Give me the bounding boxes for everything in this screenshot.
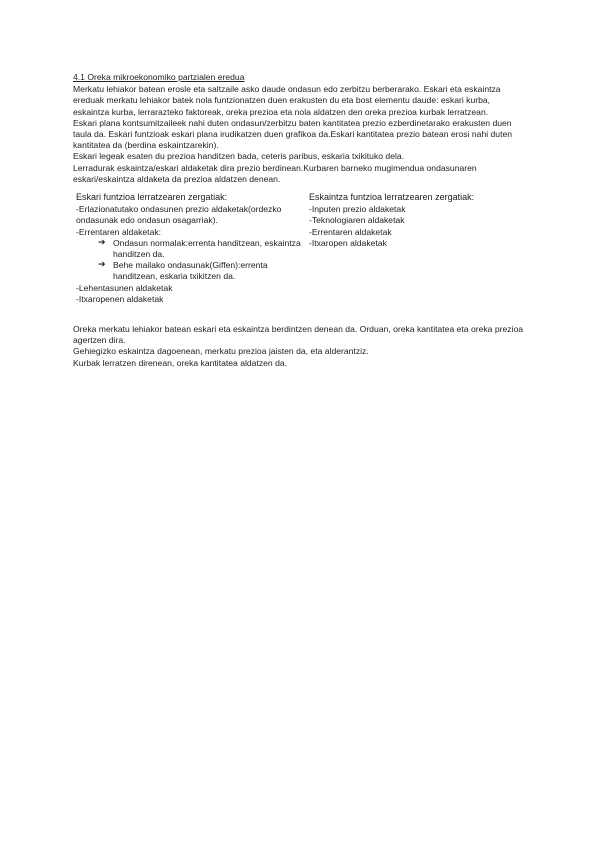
conclusion-block [73, 324, 525, 369]
arrow-right-icon: ➔ [98, 237, 106, 248]
supply-shift-column [309, 192, 525, 249]
list-item: -Teknologiaren aldaketak [309, 215, 405, 226]
demand-plan-paragraph: Eskari plana kontsumitzaileek nahi duten ondasun/zerbitzu baten kantitatea prezio ezberdinetarako erakusten duen taula da. Eskari funtzioak eskari plana irudikatzen duen grafikoa da.Eskari kantitatea prezio batean erosi nahi duten kantitatea da (berdina eskaintzarekin). [73, 117, 513, 151]
equilibrium-paragraph: Oreka merkatu lehiakor batean eskari eta eskaintza berdintzen denean da. Orduan, oreka kantitatea eta oreka prezioa agertzen dira. [73, 324, 524, 346]
list-item [76, 260, 304, 282]
demand-shift-title: Eskari funtzioa lerratzearen zergatiak: [76, 192, 228, 203]
intro-paragraph: Merkatu lehiakor batean erosle eta saltzaile asko daude ondasun edo zerbitzu berberarako. Eskari eta eskaintza ereduak merkatu lehiakor batek nola funtzionatzen duen erakusten du eta bost elementu daude: eskari kurba, eskaintza kurba, lerrarazteko faktoreak, oreka prezioa eta nola aldatzen den oreka prezioa kurbak lerratzean. [73, 84, 501, 117]
shift-causes-columns [73, 192, 525, 312]
demand-law-paragraph: Eskari legeak esaten du prezioa handitzen bada, ceteris paribus, eskaria txikituko dela. [73, 151, 405, 162]
supply-shift-list [309, 204, 525, 249]
list-item [76, 238, 304, 260]
document-body [73, 72, 525, 369]
demand-shift-column [76, 192, 304, 305]
shift-paragraph: Lerradurak eskaintza/eskari aldaketak dira prezio berdinean.Kurbaren barneko mugimendua ondasunaren eskari/eskaintza aldaketa da prezioa aldatzen denean. [73, 162, 477, 184]
demand-shift-list [76, 204, 304, 305]
list-item-text: Behe mailako ondasunak(Giffen):errenta handitzean, eskaria txikitzen da. [113, 260, 268, 282]
list-item: -Erlazionatutako ondasunen prezio aldaketak(ordezko ondasunak edo ondasun osagarriak). [76, 204, 282, 226]
section-heading: 4.1 Oreka mikroekonomiko partzialen eredua [73, 72, 245, 82]
list-item: -Errentaren aldaketak: [76, 226, 162, 237]
list-item: -Errentaren aldaketak [309, 226, 392, 237]
list-item: -Itxaropen aldaketak [309, 237, 387, 248]
curve-shift-paragraph: Kurbak lerratzen direnean, oreka kantitatea aldatzen da. [73, 357, 288, 368]
supply-shift-title: Eskaintza funtzioa lerratzearen zergatiak: [309, 192, 475, 203]
arrow-right-icon: ➔ [98, 260, 106, 271]
list-item-text: Ondasun normalak:errenta handitzean, eskaintza handitzen da. [113, 237, 301, 260]
list-item: -Lehentasunen aldaketak [76, 282, 173, 293]
excess-supply-paragraph: Gehiegizko eskaintza dagoenean, merkatu prezioa jaisten da, eta alderantziz. [73, 346, 369, 357]
list-item: -Inputen prezio aldaketak [309, 204, 406, 215]
list-item: -Itxaropenen aldaketak [76, 293, 164, 304]
